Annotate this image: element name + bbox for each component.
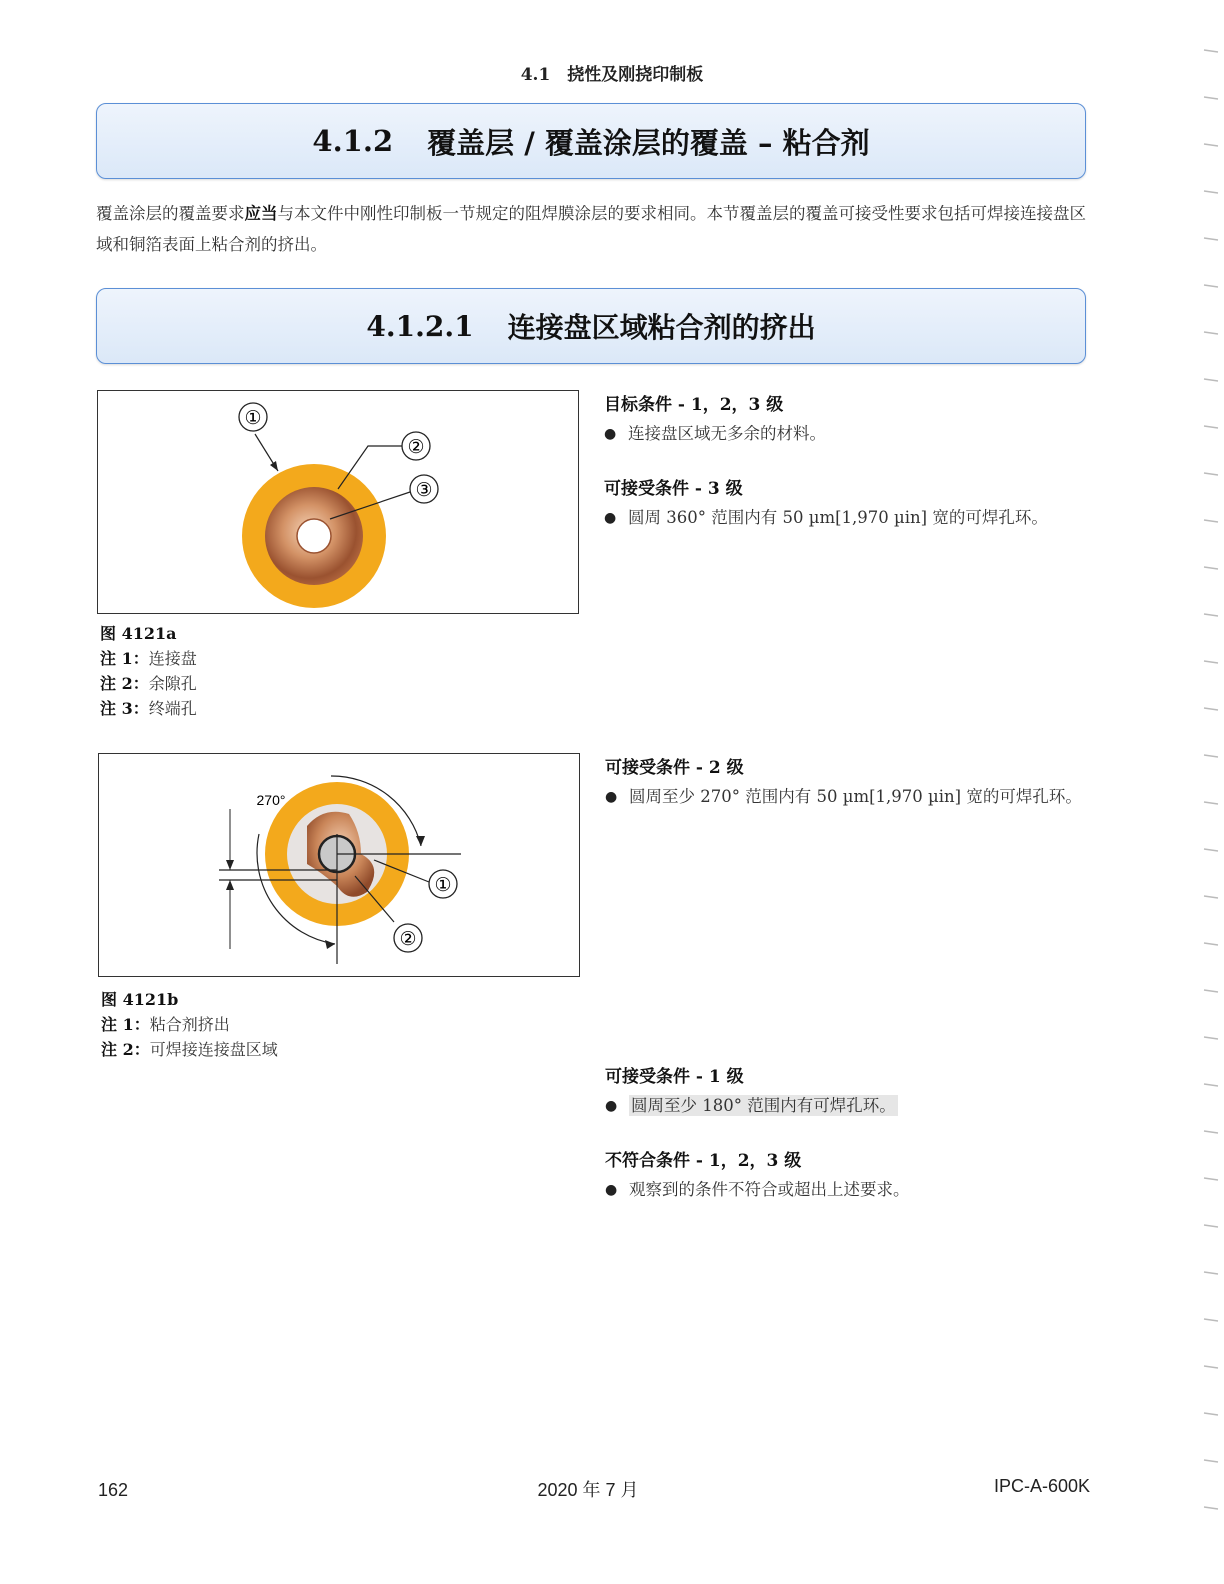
figure-a-caption-block (100, 621, 197, 721)
condition-bullet: ● 连接盘区域无多余的材料。 (604, 424, 826, 443)
intro-text-post: 与本文件中刚性印制板一节规定的阻焊膜涂层的要求相同。本节覆盖层的覆盖可接受性要求包括可焊接连接盘区域和铜箔表面上粘合剂的挤出。 (96, 204, 1086, 254)
subsection-title: 连接盘区域粘合剂的挤出 (507, 311, 816, 344)
condition-title: 目标条件 - 1，2，3 级 (604, 395, 784, 415)
condition-title: 可接受条件 - 1 级 (605, 1067, 744, 1087)
condition-bullet: ● 圆周至少 180° 范围内有可焊孔环。 (605, 1096, 896, 1115)
figure-a-note: 注 3：终端孔 (100, 699, 197, 718)
callout-2: ② (407, 436, 425, 458)
condition-defect (605, 1146, 1085, 1205)
condition-target (604, 390, 1084, 449)
terminal-hole (297, 519, 331, 553)
condition-title: 不符合条件 - 1，2，3 级 (605, 1151, 802, 1171)
section-number: 4.1.2 (312, 124, 394, 158)
footer-date: 2020 年 7 月 (537, 1480, 639, 1500)
callout-1: ① (434, 874, 452, 896)
subsection-heading (96, 288, 1086, 364)
land-illustration-a (98, 391, 578, 613)
subsection-number: 4.1.2.1 (366, 309, 474, 343)
binding-edge-marks (1200, 0, 1222, 1584)
page-number: 162 (98, 1480, 129, 1500)
angle-label: 270° (256, 792, 286, 808)
figure-b-caption-block (101, 987, 278, 1062)
document-id: IPC-A-600K (993, 1476, 1090, 1496)
intro-paragraph (96, 198, 1088, 260)
intro-text-pre: 覆盖涂层的覆盖要求 (96, 204, 245, 223)
condition-bullet: ● 圆周至少 270° 范围内有 50 µm[1,970 µin] 宽的可焊孔环。 (605, 787, 1082, 806)
condition-title: 可接受条件 - 3 级 (604, 479, 743, 499)
intro-text-bold: 应当 (244, 204, 278, 223)
figure-b-note: 注 2：可焊接连接盘区域 (101, 1040, 278, 1059)
callout-1: ① (244, 407, 262, 429)
figure-4121a (97, 390, 579, 614)
figure-b-caption: 图 4121b (101, 990, 179, 1009)
figure-4121b (98, 753, 580, 977)
condition-acceptable-class2 (605, 753, 1085, 812)
condition-bullet: ● 观察到的条件不符合或超出上述要求。 (605, 1180, 910, 1199)
figure-a-caption: 图 4121a (100, 624, 177, 643)
land-illustration-b (99, 754, 579, 976)
figure-b-note: 注 1：粘合剂挤出 (101, 1015, 230, 1034)
running-head: 4.1 挠性及刚挠印制板 (520, 65, 704, 85)
condition-acceptable-class1 (605, 1062, 1085, 1121)
condition-title: 可接受条件 - 2 级 (605, 758, 744, 778)
callout-2: ② (399, 928, 417, 950)
section-heading (96, 103, 1086, 179)
callout-3: ③ (415, 479, 433, 501)
figure-a-note: 注 2：余隙孔 (100, 674, 197, 693)
section-title: 覆盖层 / 覆盖涂层的覆盖 – 粘合剂 (427, 125, 870, 160)
condition-acceptable-class3 (604, 474, 1084, 533)
figure-a-note: 注 1：连接盘 (100, 649, 197, 668)
condition-bullet: ● 圆周 360° 范围内有 50 µm[1,970 µin] 宽的可焊孔环。 (604, 508, 1048, 527)
